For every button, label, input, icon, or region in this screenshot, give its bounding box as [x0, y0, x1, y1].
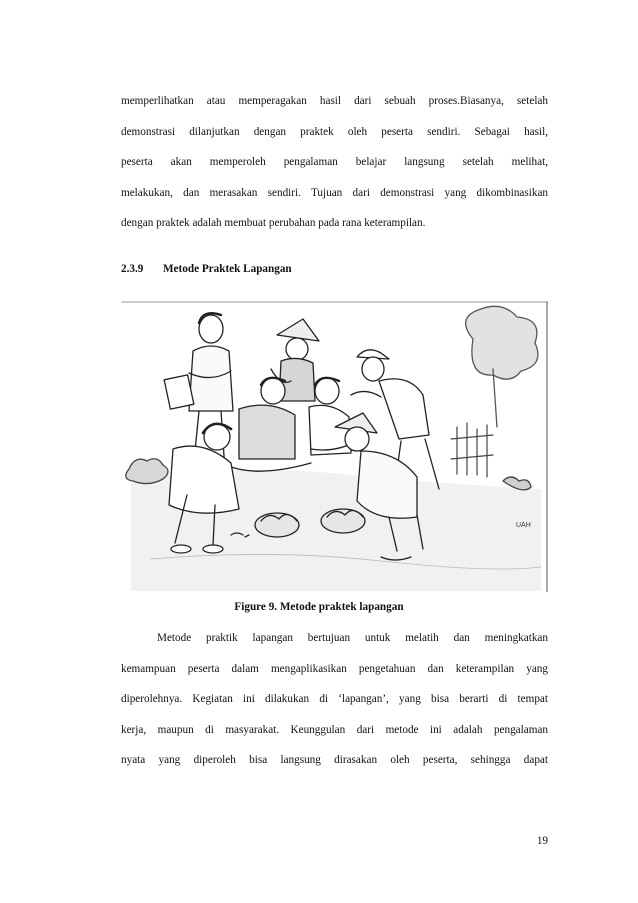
paragraph-line: melakukan, dan merasakan sendiri. Tujuan dari demonstrasi yang dikombinasikan: [121, 186, 548, 199]
paragraph-line: kemampuan peserta dalam mengaplikasikan pengetahuan dan keterampilan yang: [121, 662, 548, 675]
paragraph-line: memperlihatkan atau memperagakan hasil dari sebuah proses.Biasanya, setelah: [121, 95, 548, 107]
paragraph-line: Metode praktik lapangan bertujuan untuk melatih dan meningkatkan: [157, 632, 548, 644]
section-number: 2.3.9: [121, 263, 144, 275]
paragraph-line: diperolehnya. Kegiatan ini dilakukan di ‘lapangan’, yang bisa berarti di tempat: [121, 693, 548, 705]
paragraph-line: nyata yang diperoleh bisa langsung dirasakan oleh peserta, sehingga dapat: [121, 754, 548, 766]
page-number: 19: [536, 835, 548, 847]
paragraph-line: dengan praktek adalah membuat perubahan pada rana keterampilan.: [121, 217, 426, 229]
bottom-paragraph: [121, 623, 548, 776]
paragraph-line: peserta akan memperoleh pengalaman belajar langsung setelah melihat,: [121, 156, 548, 168]
figure-caption: Figure 9. Metode praktek lapangan: [234, 601, 404, 613]
figure-illustration: [121, 299, 549, 592]
top-paragraph: [121, 86, 548, 239]
paragraph-line: demonstrasi dilanjutkan dengan praktek oleh peserta sendiri. Sebagai hasil,: [121, 125, 548, 138]
section-heading: [121, 263, 292, 275]
paragraph-line: kerja, maupun di masyarakat. Keunggulan dari metode ini adalah pengalaman: [121, 723, 548, 736]
section-title: Metode Praktek Lapangan: [163, 263, 292, 275]
artist-signature: UAH: [516, 522, 531, 529]
